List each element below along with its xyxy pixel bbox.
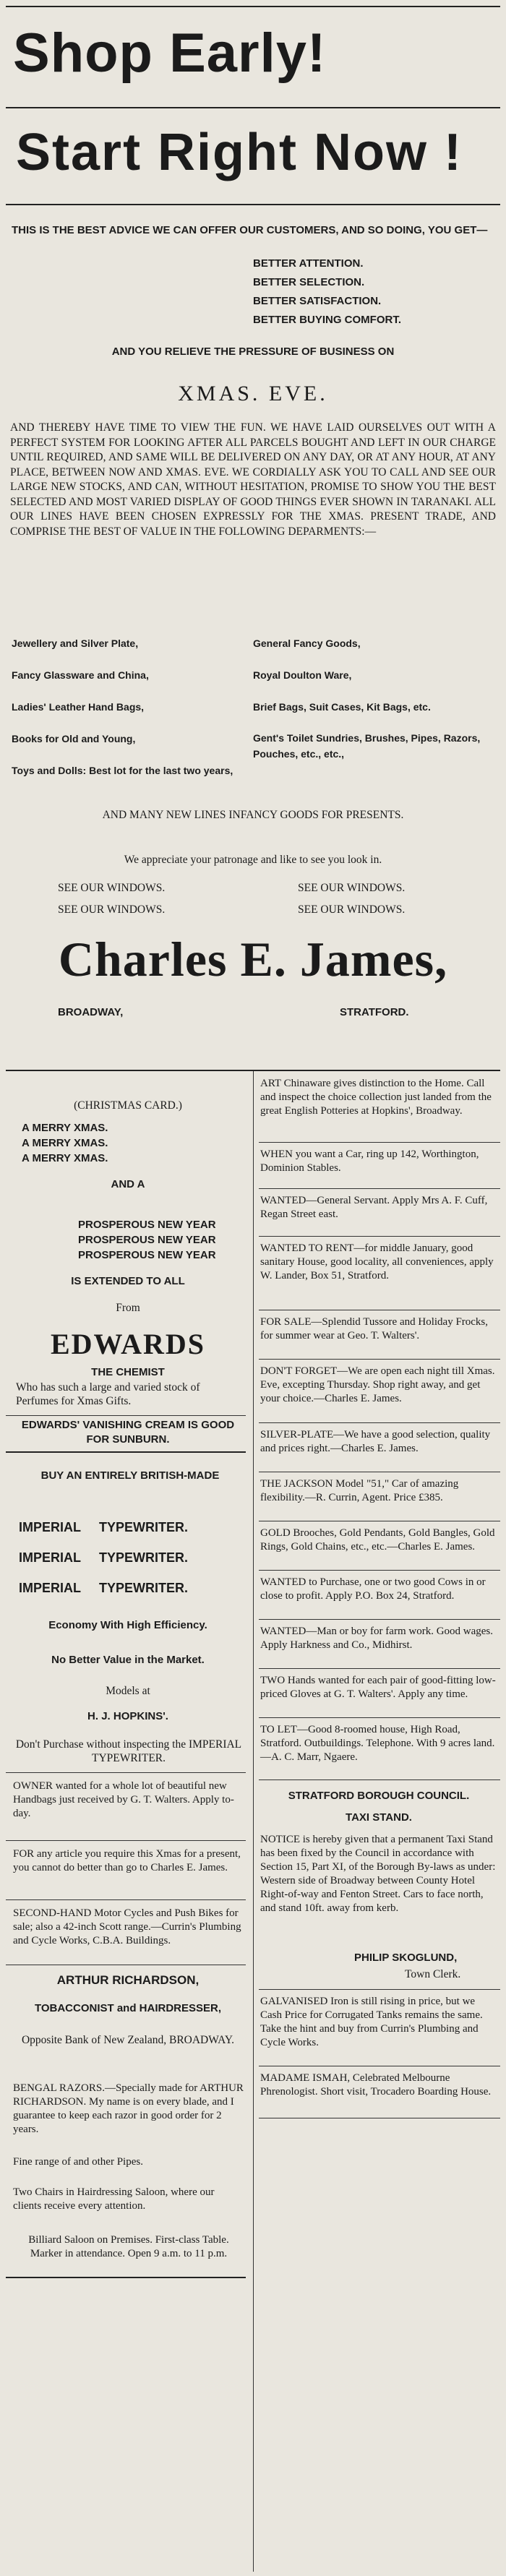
new-year-list bbox=[78, 1217, 249, 1263]
merry-xmas: A MERRY XMAS. bbox=[22, 1152, 108, 1164]
headline-shop-early: Shop Early! bbox=[13, 22, 327, 84]
rule bbox=[259, 1188, 500, 1189]
see-windows: SEE OUR WINDOWS. bbox=[58, 882, 166, 894]
new-lines: AND MANY NEW LINES INFANCY GOODS FOR PRESENTS. bbox=[102, 809, 404, 821]
column-divider bbox=[253, 1071, 254, 2572]
art-chinaware-ad: ART Chinaware gives distinction to the Home. Call and inspect the choice collection just landed from the great English Potteries at Hopkins', Broadway. bbox=[260, 1078, 492, 1117]
prosperous-new-year: PROSPEROUS NEW YEAR bbox=[78, 1234, 216, 1246]
rule bbox=[259, 1142, 500, 1143]
department-item: Toys and Dolls: Best lot for the last two years, bbox=[12, 765, 233, 776]
rule bbox=[6, 1899, 246, 1900]
windows-left bbox=[58, 877, 231, 921]
rule bbox=[6, 107, 500, 108]
windows-right bbox=[298, 877, 471, 921]
store-name: Charles E. James, bbox=[58, 932, 448, 987]
silver-plate: SILVER-PLATE—We have a good selection, quality and prices right.—Charles E. James. bbox=[260, 1429, 491, 1454]
rule bbox=[6, 204, 500, 205]
patronage: We appreciate your patronage and like to see you look in. bbox=[124, 854, 382, 866]
economy: Economy With High Efficiency. bbox=[48, 1619, 207, 1631]
philip-skoglund: PHILIP SKOGLUND, bbox=[354, 1952, 458, 1964]
see-windows: SEE OUR WINDOWS. bbox=[298, 903, 406, 916]
typewriter-row: IMPERIAL TYPEWRITER. bbox=[19, 1550, 189, 1565]
arthur-richardson: ARTHUR RICHARDSON, bbox=[56, 1973, 200, 1987]
owner-ad: OWNER wanted for a whole lot of beautiful new Handbags just received by G. T. Walters. Apply to-day. bbox=[13, 1780, 234, 1819]
to-let: TO LET—Good 8-roomed house, High Road, Stratford. Outbuildings. Telephone. With 9 acres land.—A. C. Marr, Ngaere. bbox=[260, 1724, 495, 1763]
benefit-item: BETTER ATTENTION. bbox=[253, 257, 364, 270]
department-item: Jewellery and Silver Plate, bbox=[12, 637, 139, 649]
for-any-ad: FOR any article you require this Xmas for a present, you cannot do better than go to Charles E. James. bbox=[13, 1848, 241, 1873]
hairdressing-chairs: Two Chairs in Hairdressing Saloon, where our clients receive every attention. bbox=[13, 2186, 215, 2212]
rule bbox=[259, 1359, 500, 1360]
rule bbox=[259, 1422, 500, 1423]
intro-paragraph: AND THEREBY HAVE TIME TO VIEW THE FUN. WE HAVE LAID OURSELVES OUT WITH A PERFECT SYSTEM FOR LOOKING AFTER ALL PARCELS BOUGHT AND LEFT IN OUR CHARGE UNTIL REQUIRED, AND SAME WILL BE DELIVERED ON ANY DAY, OR AT ANY HOUR, AT ANY PLACE, BETWEEN NOW AND XMAS. EVE. WE CORDIALLY ASK YOU TO CALL AND SEE OUR LARGE NEW STOCKS, AND CAN, WITHOUT HESITATION, PROMISE TO SHOW YOU THE BEST SELECTED AND MOST VARIED DISPLAY OF GOOD THINGS EVER SHOWN IN TARANAKI. ALL OUR LINES HAVE BEEN CHOSEN EXPRESSLY FOR THE XMAS. PRESENT TRADE, AND COMPRISE THE BEST OF VALUE IN THE FOLLOWING DEPARMENTS:— bbox=[10, 421, 496, 538]
dont-purchase: Don't Purchase without inspecting the IMPERIAL TYPEWRITER. bbox=[15, 1738, 242, 1764]
vanishing-cream: EDWARDS' VANISHING CREAM IS GOOD FOR SUNBURN. bbox=[21, 1419, 235, 1446]
opposite-bank: Opposite Bank of New Zealand, BROADWAY. bbox=[21, 2034, 235, 2046]
extended-to-all: IS EXTENDED TO ALL bbox=[71, 1275, 185, 1287]
gold-jewellery: GOLD Brooches, Gold Pendants, Gold Bangles, Gold Rings, Gold Chains, etc., etc.—Charles E. James. bbox=[260, 1527, 495, 1553]
relieve-line: AND YOU RELIEVE THE PRESSURE OF BUSINESS ON bbox=[111, 345, 395, 358]
madame-ismah: MADAME ISMAH, Celebrated Melbourne Phrenologist. Short visit, Trocadero Boarding House. bbox=[260, 2072, 492, 2098]
typewriter-row: IMPERIAL TYPEWRITER. bbox=[19, 1520, 189, 1534]
prosperous-new-year: PROSPEROUS NEW YEAR bbox=[78, 1219, 216, 1231]
car-ad: WHEN you want a Car, ring up 142, Worthington, Dominion Stables. bbox=[260, 1149, 479, 1174]
billiard-saloon: Billiard Saloon on Premises. First-class Table. Marker in attendance. Open 9 a.m. to 11 p.m. bbox=[28, 2234, 229, 2259]
hopkins: H. J. HOPKINS'. bbox=[87, 1710, 168, 1722]
rule bbox=[259, 1779, 500, 1780]
typewriter-list bbox=[19, 1512, 243, 1603]
departments-left bbox=[12, 627, 243, 778]
merry-xmas-list bbox=[22, 1120, 239, 1166]
prosperous-new-year: PROSPEROUS NEW YEAR bbox=[78, 1249, 216, 1261]
rule bbox=[259, 1989, 500, 1990]
rule bbox=[6, 1772, 246, 1773]
christmas-card: (CHRISTMAS CARD.) bbox=[74, 1099, 182, 1112]
from: From bbox=[116, 1302, 140, 1314]
department-item: Brief Bags, Suit Cases, Kit Bags, etc. bbox=[253, 701, 431, 713]
borough-council: STRATFORD BOROUGH COUNCIL. bbox=[288, 1790, 470, 1802]
headline-start-right-now: Start Right Now ! bbox=[16, 124, 463, 181]
department-item: Royal Doulton Ware, bbox=[253, 669, 352, 681]
rule bbox=[6, 1415, 246, 1416]
dont-forget: DON'T FORGET—We are open each night till Xmas. Eve, excepting Thursday. Shop right away, and get your choice.—Charles E. James. bbox=[260, 1365, 495, 1404]
department-item: Books for Old and Young, bbox=[12, 733, 136, 744]
pipes: Fine range of and other Pipes. bbox=[13, 2156, 143, 2168]
typewriter-row: IMPERIAL TYPEWRITER. bbox=[19, 1581, 189, 1595]
servant-wanted: WANTED—General Servant. Apply Mrs A. F. Cuff, Regan Street east. bbox=[260, 1195, 488, 1220]
merry-xmas: A MERRY XMAS. bbox=[22, 1122, 108, 1134]
and-a: AND A bbox=[111, 1178, 145, 1190]
galvanised-iron: GALVANISED Iron is still rising in price, but we Cash Price for Corrugated Tanks remains the same. Take the hint and buy from Currin's Plumbing and Cycle Works. bbox=[260, 1996, 483, 2048]
bengal-razors: BENGAL RAZORS.—Specially made for ARTHUR RICHARDSON. My name is on every blade, and I guarantee to keep each razor in good order for 2 years. bbox=[13, 2082, 244, 2135]
rule bbox=[259, 1717, 500, 1718]
rule bbox=[6, 1451, 246, 1453]
buy-british: BUY AN ENTIRELY BRITISH-MADE bbox=[40, 1469, 220, 1482]
second-hand-ad: SECOND-HAND Motor Cycles and Push Bikes for sale; also a 42-inch Scott range.—Currin's Plumbing and Cycle Works, C.B.A. Buildings. bbox=[13, 1907, 241, 1946]
store-town: STRATFORD. bbox=[340, 1006, 409, 1018]
benefit-item: BETTER BUYING COMFORT. bbox=[253, 314, 401, 326]
department-item: Ladies' Leather Hand Bags, bbox=[12, 701, 145, 713]
for-sale-frocks: FOR SALE—Splendid Tussore and Holiday Frocks, for summer wear at Geo. T. Walters'. bbox=[260, 1316, 489, 1341]
benefit-item: BETTER SELECTION. bbox=[253, 276, 365, 288]
taxi-notice: NOTICE is hereby given that a permanent Taxi Stand has been fixed by the Council in accordance with Section 15, Part XI, of the Borough By-laws as under: Western side of Broadway between County Hotel Right-of-way and Fenton Street. Cars to face north, and stand 10ft. away from kerb. bbox=[260, 1834, 496, 1914]
merry-xmas: A MERRY XMAS. bbox=[22, 1137, 108, 1149]
jackson-car: THE JACKSON Model "51," Car of amazing flexibility.—R. Currin, Agent. Price £385. bbox=[260, 1478, 459, 1503]
top-rule bbox=[6, 6, 500, 7]
rule bbox=[6, 2277, 246, 2278]
town-clerk: Town Clerk. bbox=[405, 1968, 461, 1980]
gloves-ad: TWO Hands wanted for each pair of good-fitting low-priced Gloves at G. T. Walters'. Apply any time. bbox=[260, 1675, 496, 1700]
rule bbox=[6, 1840, 246, 1841]
models-at: Models at bbox=[106, 1685, 150, 1697]
rule bbox=[259, 1668, 500, 1669]
department-item: General Fancy Goods, bbox=[253, 637, 361, 649]
edwards: EDWARDS bbox=[50, 1328, 206, 1360]
chemist-text: Who has such a large and varied stock of Perfumes for Xmas Gifts. bbox=[16, 1381, 200, 1407]
benefits-list bbox=[253, 254, 492, 330]
rule bbox=[259, 1236, 500, 1237]
the-chemist: THE CHEMIST bbox=[91, 1366, 165, 1378]
cows-wanted: WANTED to Purchase, one or two good Cows in or close to profit. Apply P.O. Box 24, Stratford. bbox=[260, 1576, 486, 1602]
see-windows: SEE OUR WINDOWS. bbox=[298, 882, 406, 894]
departments-right bbox=[253, 627, 496, 762]
store-street: BROADWAY, bbox=[58, 1006, 124, 1018]
intro-line: THIS IS THE BEST ADVICE WE CAN OFFER OUR CUSTOMERS, AND SO DOING, YOU GET— bbox=[12, 224, 488, 236]
no-better-value: No Better Value in the Market. bbox=[51, 1654, 205, 1666]
see-windows: SEE OUR WINDOWS. bbox=[58, 903, 166, 916]
benefit-item: BETTER SATISFACTION. bbox=[253, 295, 382, 307]
to-rent-wanted: WANTED TO RENT—for middle January, good sanitary House, good locality, all conveniences, apply W. Lander, Box 51, Stratford. bbox=[260, 1242, 494, 1281]
rule bbox=[259, 1619, 500, 1620]
farm-man-wanted: WANTED—Man or boy for farm work. Good wages. Apply Harkness and Co., Midhirst. bbox=[260, 1626, 494, 1651]
rule bbox=[259, 1570, 500, 1571]
xmas-eve: XMAS. EVE. bbox=[178, 382, 328, 405]
department-item: Gent's Toilet Sundries, Brushes, Pipes, Razors, Pouches, etc., etc., bbox=[253, 732, 481, 760]
tobacconist: TOBACCONIST and HAIRDRESSER, bbox=[34, 2002, 222, 2014]
taxi-stand-heading: TAXI STAND. bbox=[346, 1811, 412, 1824]
department-item: Fancy Glassware and China, bbox=[12, 669, 149, 681]
